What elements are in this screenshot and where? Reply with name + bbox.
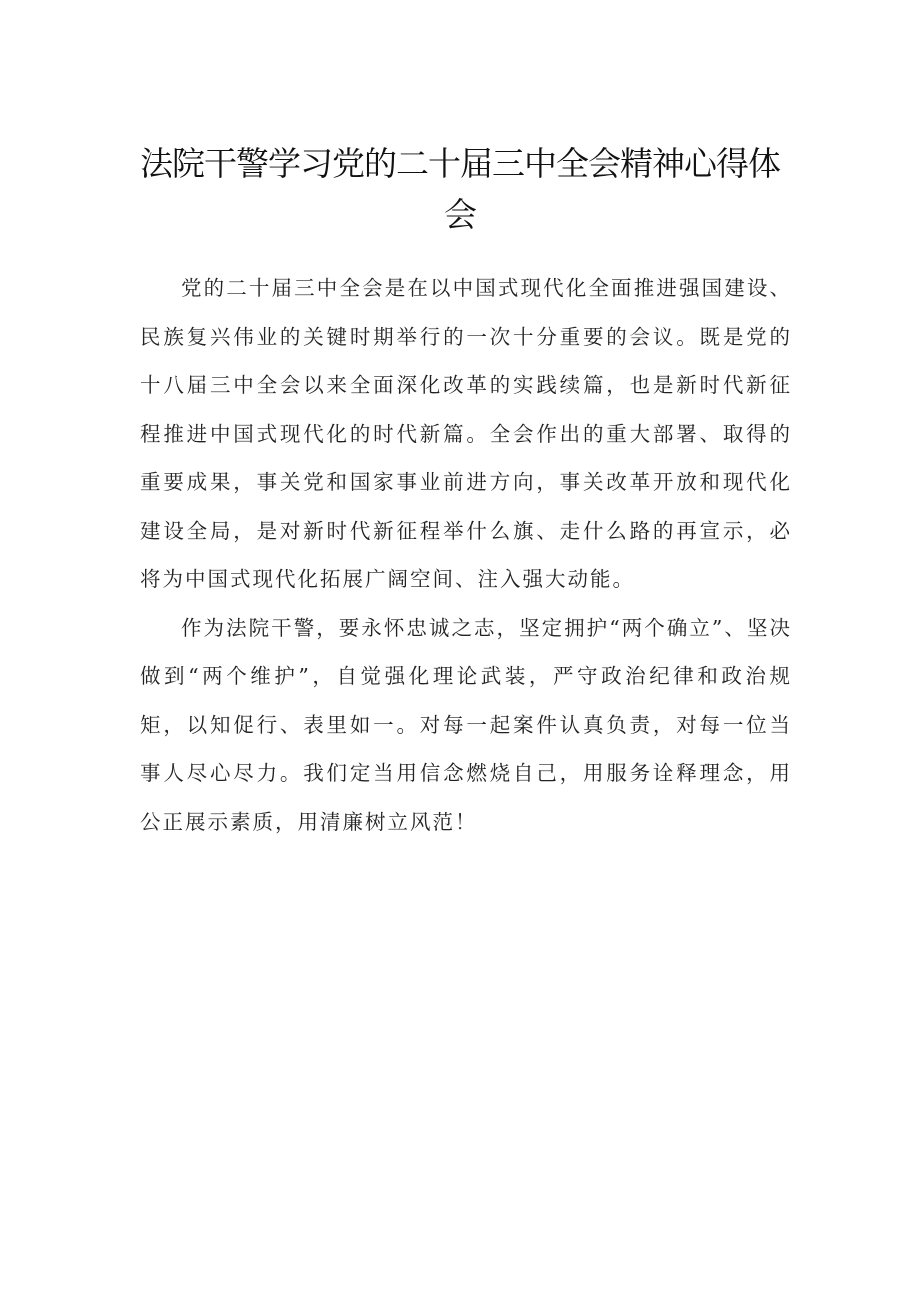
body-paragraph: 党的二十届三中全会是在以中国式现代化全面推进强国建设、民族复兴伟业的关键时期举行的一次十分重要的会议。既是党的十八届三中全会以来全面深化改革的实践续篇，也是新时代新征程推进中国式现代化的时代新篇。全会作出的重大部署、取得的重要成果，事关党和国家事业前进方向，事关改革开放和现代化建设全局，是对新时代新征程举什么旗、走什么路的再宣示，必将为中国式现代化拓展广阔空间、注入强大动能。 [140, 276, 792, 591]
document-title: 法院干警学习党的二十届三中全会精神心得体会 [140, 144, 780, 234]
document-body [140, 264, 792, 846]
body-paragraph: 作为法院干警，要永怀忠诚之志，坚定拥护“两个确立”、坚决做到“两个维护”，自觉强化理论武装，严守政治纪律和政治规矩，以知促行、表里如一。对每一起案件认真负责，对每一位当事人尽心尽力。我们定当用信念燃烧自己，用服务诠释理念，用公正展示素质，用清廉树立风范！ [140, 615, 792, 834]
